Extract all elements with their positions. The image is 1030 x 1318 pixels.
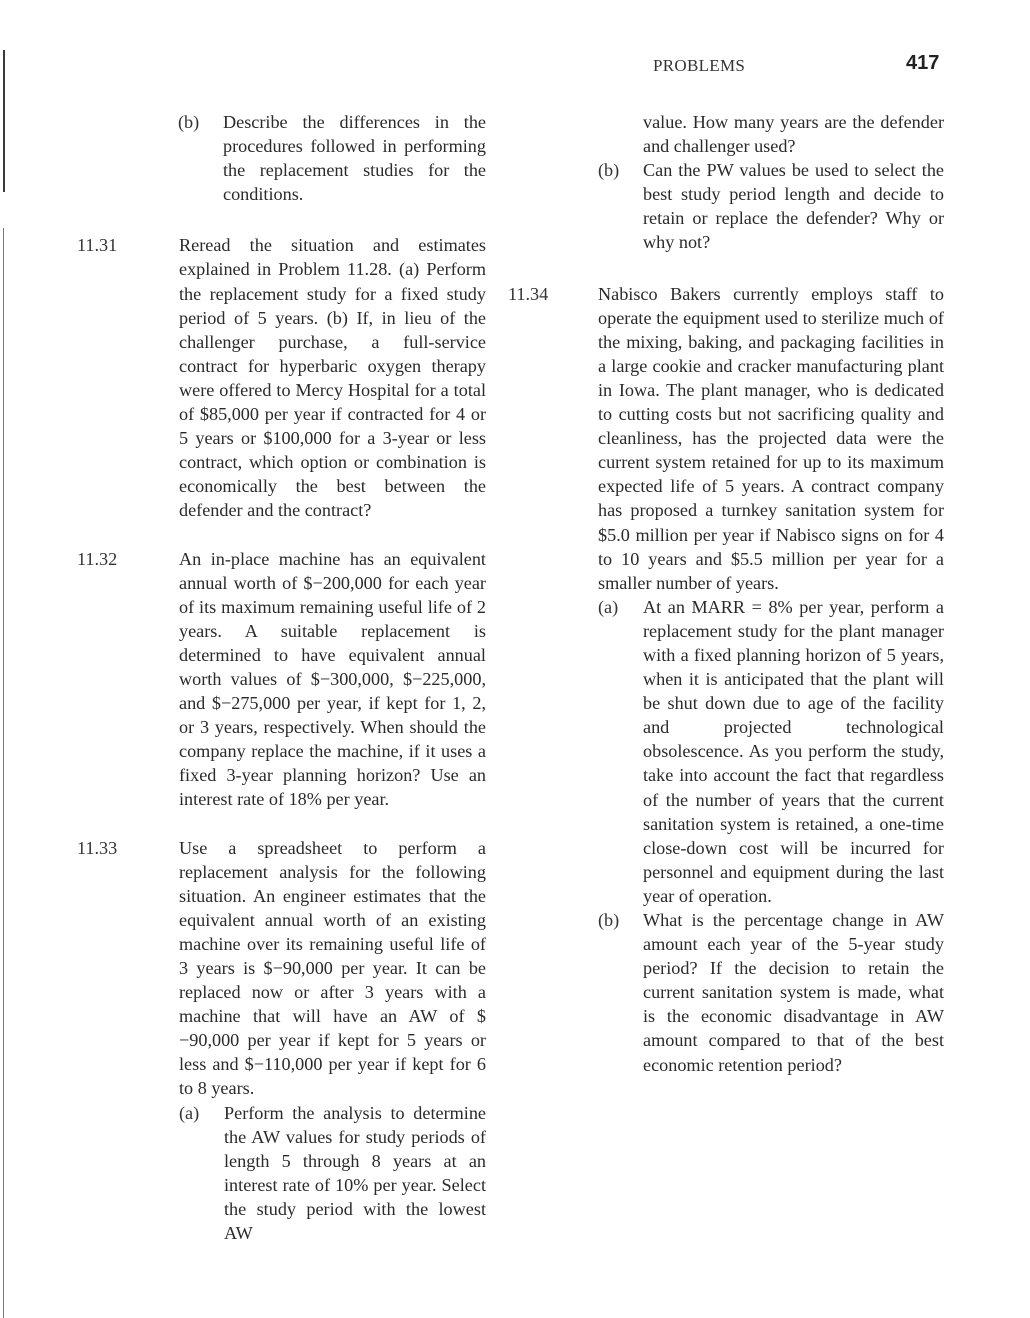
part-text: At an MARR = 8% per year, perform a replacement study for the plant manager with a fixed planning horizon of 5 years, when it is anticipated that the plant will be shut down due to age of the facility and projected technological obsolescence. As you perform the study, take into account the fact that regardless of the number of years that the current sanitation system is retained, a one-time close-down cost will be incurred for personnel and equipment during the last year of operation. [643, 596, 944, 906]
problem-part [598, 158, 944, 254]
page-number: 417 [906, 52, 940, 74]
problem-text: An in-place machine has an equivalent annual worth of $−200,000 for each year of its maximum remaining useful life of 2 years. A suitable replacement is determined to have equivalent annual worth values of $−300,000, $−225,000, and $−275,000 per year, if kept for 1, 2, or 3 years, respectively. When should the company replace the machine, if it uses a fixed 3-year planning horizon? Use an interest rate of 18% per year. [179, 548, 486, 810]
page-header [0, 52, 1030, 82]
problem-number: 11.34 [508, 283, 549, 304]
problem-11-33 [77, 836, 486, 1246]
problem-number: 11.32 [77, 548, 118, 569]
page-binding-edge [3, 228, 4, 1318]
problem-part [598, 595, 944, 908]
part-label: (b) [598, 910, 620, 930]
part-label: (a) [179, 1102, 200, 1123]
left-column [77, 110, 486, 1245]
right-column [508, 110, 944, 1077]
part-label: (b) [178, 112, 200, 132]
continued-part [532, 110, 944, 255]
part-text: value. How many years are the defender and challenger used? [643, 112, 944, 157]
problem-11-31 [77, 233, 486, 522]
continued-part [110, 110, 486, 206]
problem-text: Use a spreadsheet to perform a replacement analysis for the following situation. An engineer estimates that the equivalent annual worth of an existing machine over its remaining useful life of 3 years is $−90,000 per year. It can be replaced now or after 3 years with a machine that will have an AW of $−90,000 per year if kept for 5 years or less and $−110,000 per year if kept for 6 to 8 years. [179, 837, 486, 1099]
problem-11-34 [508, 282, 944, 1077]
part-label: (b) [598, 160, 620, 181]
part-text: Can the PW values be used to select the best study period length and decide to retain or replace the defender? Why or why not? [643, 160, 944, 253]
part-text: Perform the analysis to determine the AW values for study periods of length 5 through 8 years at an interest rate of 10% per year. Select the study period with the lowest AW [224, 1102, 486, 1244]
problem-text: Reread the situation and estimates explained in Problem 11.28. (a) Perform the replacement study for a fixed study period of 5 years. (b) If, in lieu of the challenger purchase, a full-service contract for hyperbaric oxygen therapy were offered to Mercy Hospital for a total of $85,000 per year if contracted for 4 or 5 years or $100,000 for a 3-year or less contract, which option or combination is economically the best between the defender and the contract? [179, 235, 486, 521]
problem-part [598, 908, 944, 1077]
problem-part [179, 1101, 486, 1246]
problem-11-32 [77, 547, 486, 812]
problem-number: 11.33 [77, 837, 118, 858]
part-label: (a) [598, 596, 619, 617]
problem-text: Nabisco Bakers currently employs staff to operate the equipment used to sterilize much of the mixing, baking, and packaging facilities in a large cookie and cracker manufacturing plant in Iowa. The plant manager, who is dedicated to cutting costs but not sacrificing quality and cleanliness, has the projected data were the current system retained for up to its maximum expected life of 5 years. A contract company has proposed a turnkey sanitation system for $5.0 million per year if Nabisco signs on for 4 to 10 years and $5.5 million per year for a smaller number of years. [598, 283, 944, 593]
part-text: What is the percentage change in AW amount each year of the 5-year study period? If the decision to retain the current sanitation system is made, what is the economic disadvantage in AW amount compared to that of the best economic retention period? [643, 910, 944, 1075]
problem-number: 11.31 [77, 235, 118, 256]
part-text: Describe the differences in the procedures followed in performing the replacement studies for the conditions. [223, 112, 486, 205]
running-head: PROBLEMS [653, 56, 746, 75]
